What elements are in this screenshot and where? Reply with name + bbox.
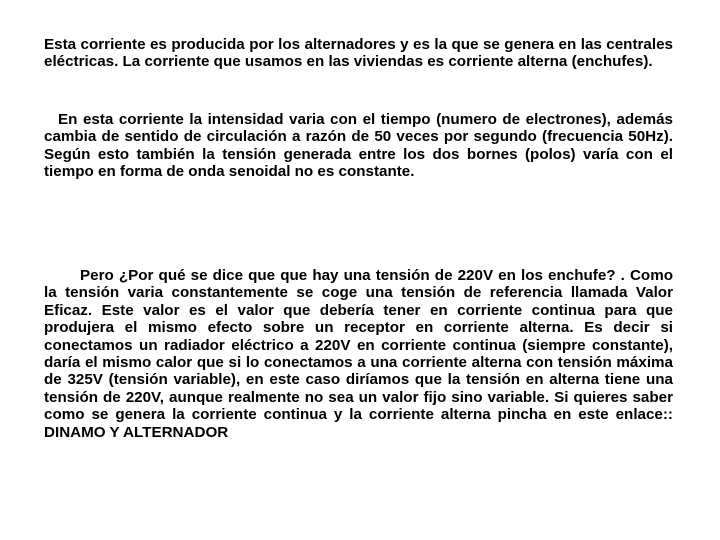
paragraph-intensity-frequency: En esta corriente la intensidad varia con el tiempo (numero de electrones), además cambia de sentido de circulación a razón de 50 veces por segundo (frecuencia 50Hz). Según esto también la tensión generada entre los dos bornes (polos) varía con el tiempo en forma de onda senoidal no es constante. xyxy=(44,111,673,181)
paragraph-effective-value-text: Pero ¿Por qué se dice que que hay una tensión de 220V en los enchufe? . Como la tensión varia constantemente se coge una tensión de referencia llamada Valor Eficaz. Este valor es el valor que debería tener en corriente continua para que produjera el mismo efecto sobre un receptor en corriente alterna. Es decir si conectamos un radiador eléctrico a 220V en corriente continua (siempre constante), daría el mismo calor que si lo conectamos a una corriente alterna con tensión máxima de 325V (tensión variable), en este caso diríamos que la tensión en alterna tiene una tensión de 220V, aunque realmente no sea un valor fijo sino variable. Si quieres saber como se genera la corriente continua y la corriente alterna pincha en este enlace:: xyxy=(44,267,673,424)
dinamo-alternador-link[interactable]: DINAMO Y ALTERNADOR xyxy=(44,423,229,441)
paragraph-effective-value xyxy=(44,267,673,441)
paragraph-alternating-current-intro: Esta corriente es producida por los alternadores y es la que se genera en las centrales eléctricas. La corriente que usamos en las viviendas es corriente alterna (enchufes). xyxy=(44,36,673,71)
